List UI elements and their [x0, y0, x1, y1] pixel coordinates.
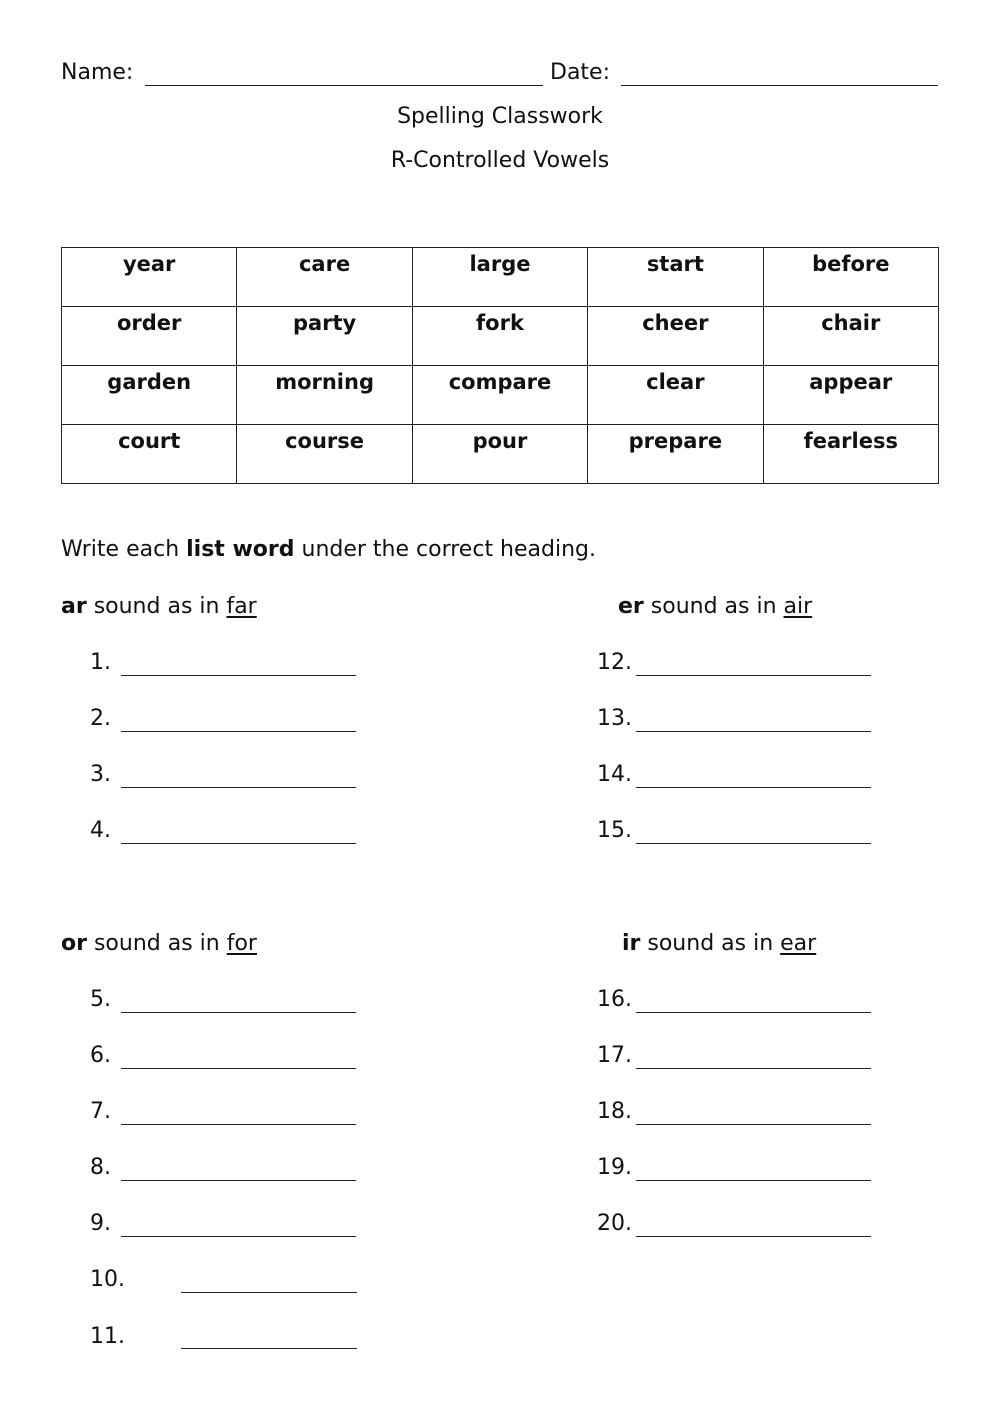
item-number: 14. [597, 762, 632, 787]
heading-text: sound as in [640, 931, 781, 956]
heading-example: for [226, 931, 257, 956]
item-number: 20. [597, 1211, 632, 1236]
table-cell: start [588, 248, 763, 307]
item-number: 18. [597, 1099, 632, 1124]
answer-line-19[interactable] [636, 1180, 871, 1181]
answer-line-3[interactable] [121, 787, 356, 788]
table-cell: order [62, 307, 237, 366]
table-cell: fork [412, 307, 587, 366]
table-cell: fearless [763, 425, 938, 484]
item-number: 11. [90, 1324, 125, 1349]
answer-line-16[interactable] [636, 1012, 871, 1013]
heading-sound: er [618, 594, 644, 619]
answer-line-5[interactable] [121, 1012, 356, 1013]
instruction-bold: list word [186, 537, 295, 562]
answer-line-2[interactable] [121, 731, 356, 732]
instruction [61, 537, 596, 562]
heading-sound: ir [622, 931, 641, 956]
table-row [62, 425, 939, 484]
heading-example: far [226, 594, 257, 619]
table-cell: morning [237, 366, 412, 425]
item-number: 13. [597, 706, 632, 731]
item-number: 9. [90, 1211, 111, 1236]
table-cell: party [237, 307, 412, 366]
table-cell: care [237, 248, 412, 307]
answer-line-14[interactable] [636, 787, 871, 788]
table-row [62, 248, 939, 307]
table-cell: prepare [588, 425, 763, 484]
answer-line-17[interactable] [636, 1068, 871, 1069]
answer-line-8[interactable] [121, 1180, 356, 1181]
item-number: 3. [90, 762, 111, 787]
table-cell: appear [763, 366, 938, 425]
answer-line-10[interactable] [181, 1292, 357, 1293]
heading-example: air [783, 594, 813, 619]
table-cell: large [412, 248, 587, 307]
date-field[interactable] [621, 85, 938, 86]
page-subtitle: R-Controlled Vowels [390, 148, 610, 173]
name-field[interactable] [145, 85, 543, 86]
item-number: 8. [90, 1155, 111, 1180]
heading-example: ear [780, 931, 817, 956]
heading-text: sound as in [86, 594, 227, 619]
table-row [62, 366, 939, 425]
instruction-text: under the correct heading. [294, 537, 596, 562]
item-number: 6. [90, 1043, 111, 1068]
item-number: 1. [90, 650, 111, 675]
table-cell: court [62, 425, 237, 484]
answer-line-7[interactable] [121, 1124, 356, 1125]
heading-or [61, 931, 257, 956]
answer-line-18[interactable] [636, 1124, 871, 1125]
table-cell: course [237, 425, 412, 484]
table-cell: compare [412, 366, 587, 425]
heading-ar [61, 594, 257, 619]
item-number: 7. [90, 1099, 111, 1124]
item-number: 15. [597, 818, 632, 843]
table-row [62, 307, 939, 366]
answer-line-20[interactable] [636, 1236, 871, 1237]
name-label: Name: [61, 60, 134, 85]
heading-er [618, 594, 812, 619]
table-cell: before [763, 248, 938, 307]
item-number: 4. [90, 818, 111, 843]
answer-line-6[interactable] [121, 1068, 356, 1069]
instruction-text: Write each [61, 537, 187, 562]
table-cell: garden [62, 366, 237, 425]
answer-line-15[interactable] [636, 843, 871, 844]
answer-line-11[interactable] [181, 1348, 357, 1349]
table-cell: clear [588, 366, 763, 425]
table-cell: chair [763, 307, 938, 366]
item-number: 19. [597, 1155, 632, 1180]
heading-sound: ar [61, 594, 87, 619]
table-cell: cheer [588, 307, 763, 366]
answer-line-1[interactable] [121, 675, 356, 676]
table-cell: pour [412, 425, 587, 484]
heading-sound: or [61, 931, 87, 956]
page-title: Spelling Classwork [397, 104, 603, 129]
item-number: 12. [597, 650, 632, 675]
heading-text: sound as in [643, 594, 784, 619]
table-cell: year [62, 248, 237, 307]
item-number: 16. [597, 987, 632, 1012]
heading-text: sound as in [86, 931, 227, 956]
answer-line-12[interactable] [636, 675, 871, 676]
answer-line-4[interactable] [121, 843, 356, 844]
item-number: 10. [90, 1267, 125, 1292]
item-number: 5. [90, 987, 111, 1012]
heading-ir [622, 931, 816, 956]
item-number: 17. [597, 1043, 632, 1068]
item-number: 2. [90, 706, 111, 731]
answer-line-13[interactable] [636, 731, 871, 732]
date-label: Date: [550, 60, 610, 85]
word-table [61, 247, 939, 484]
answer-line-9[interactable] [121, 1236, 356, 1237]
